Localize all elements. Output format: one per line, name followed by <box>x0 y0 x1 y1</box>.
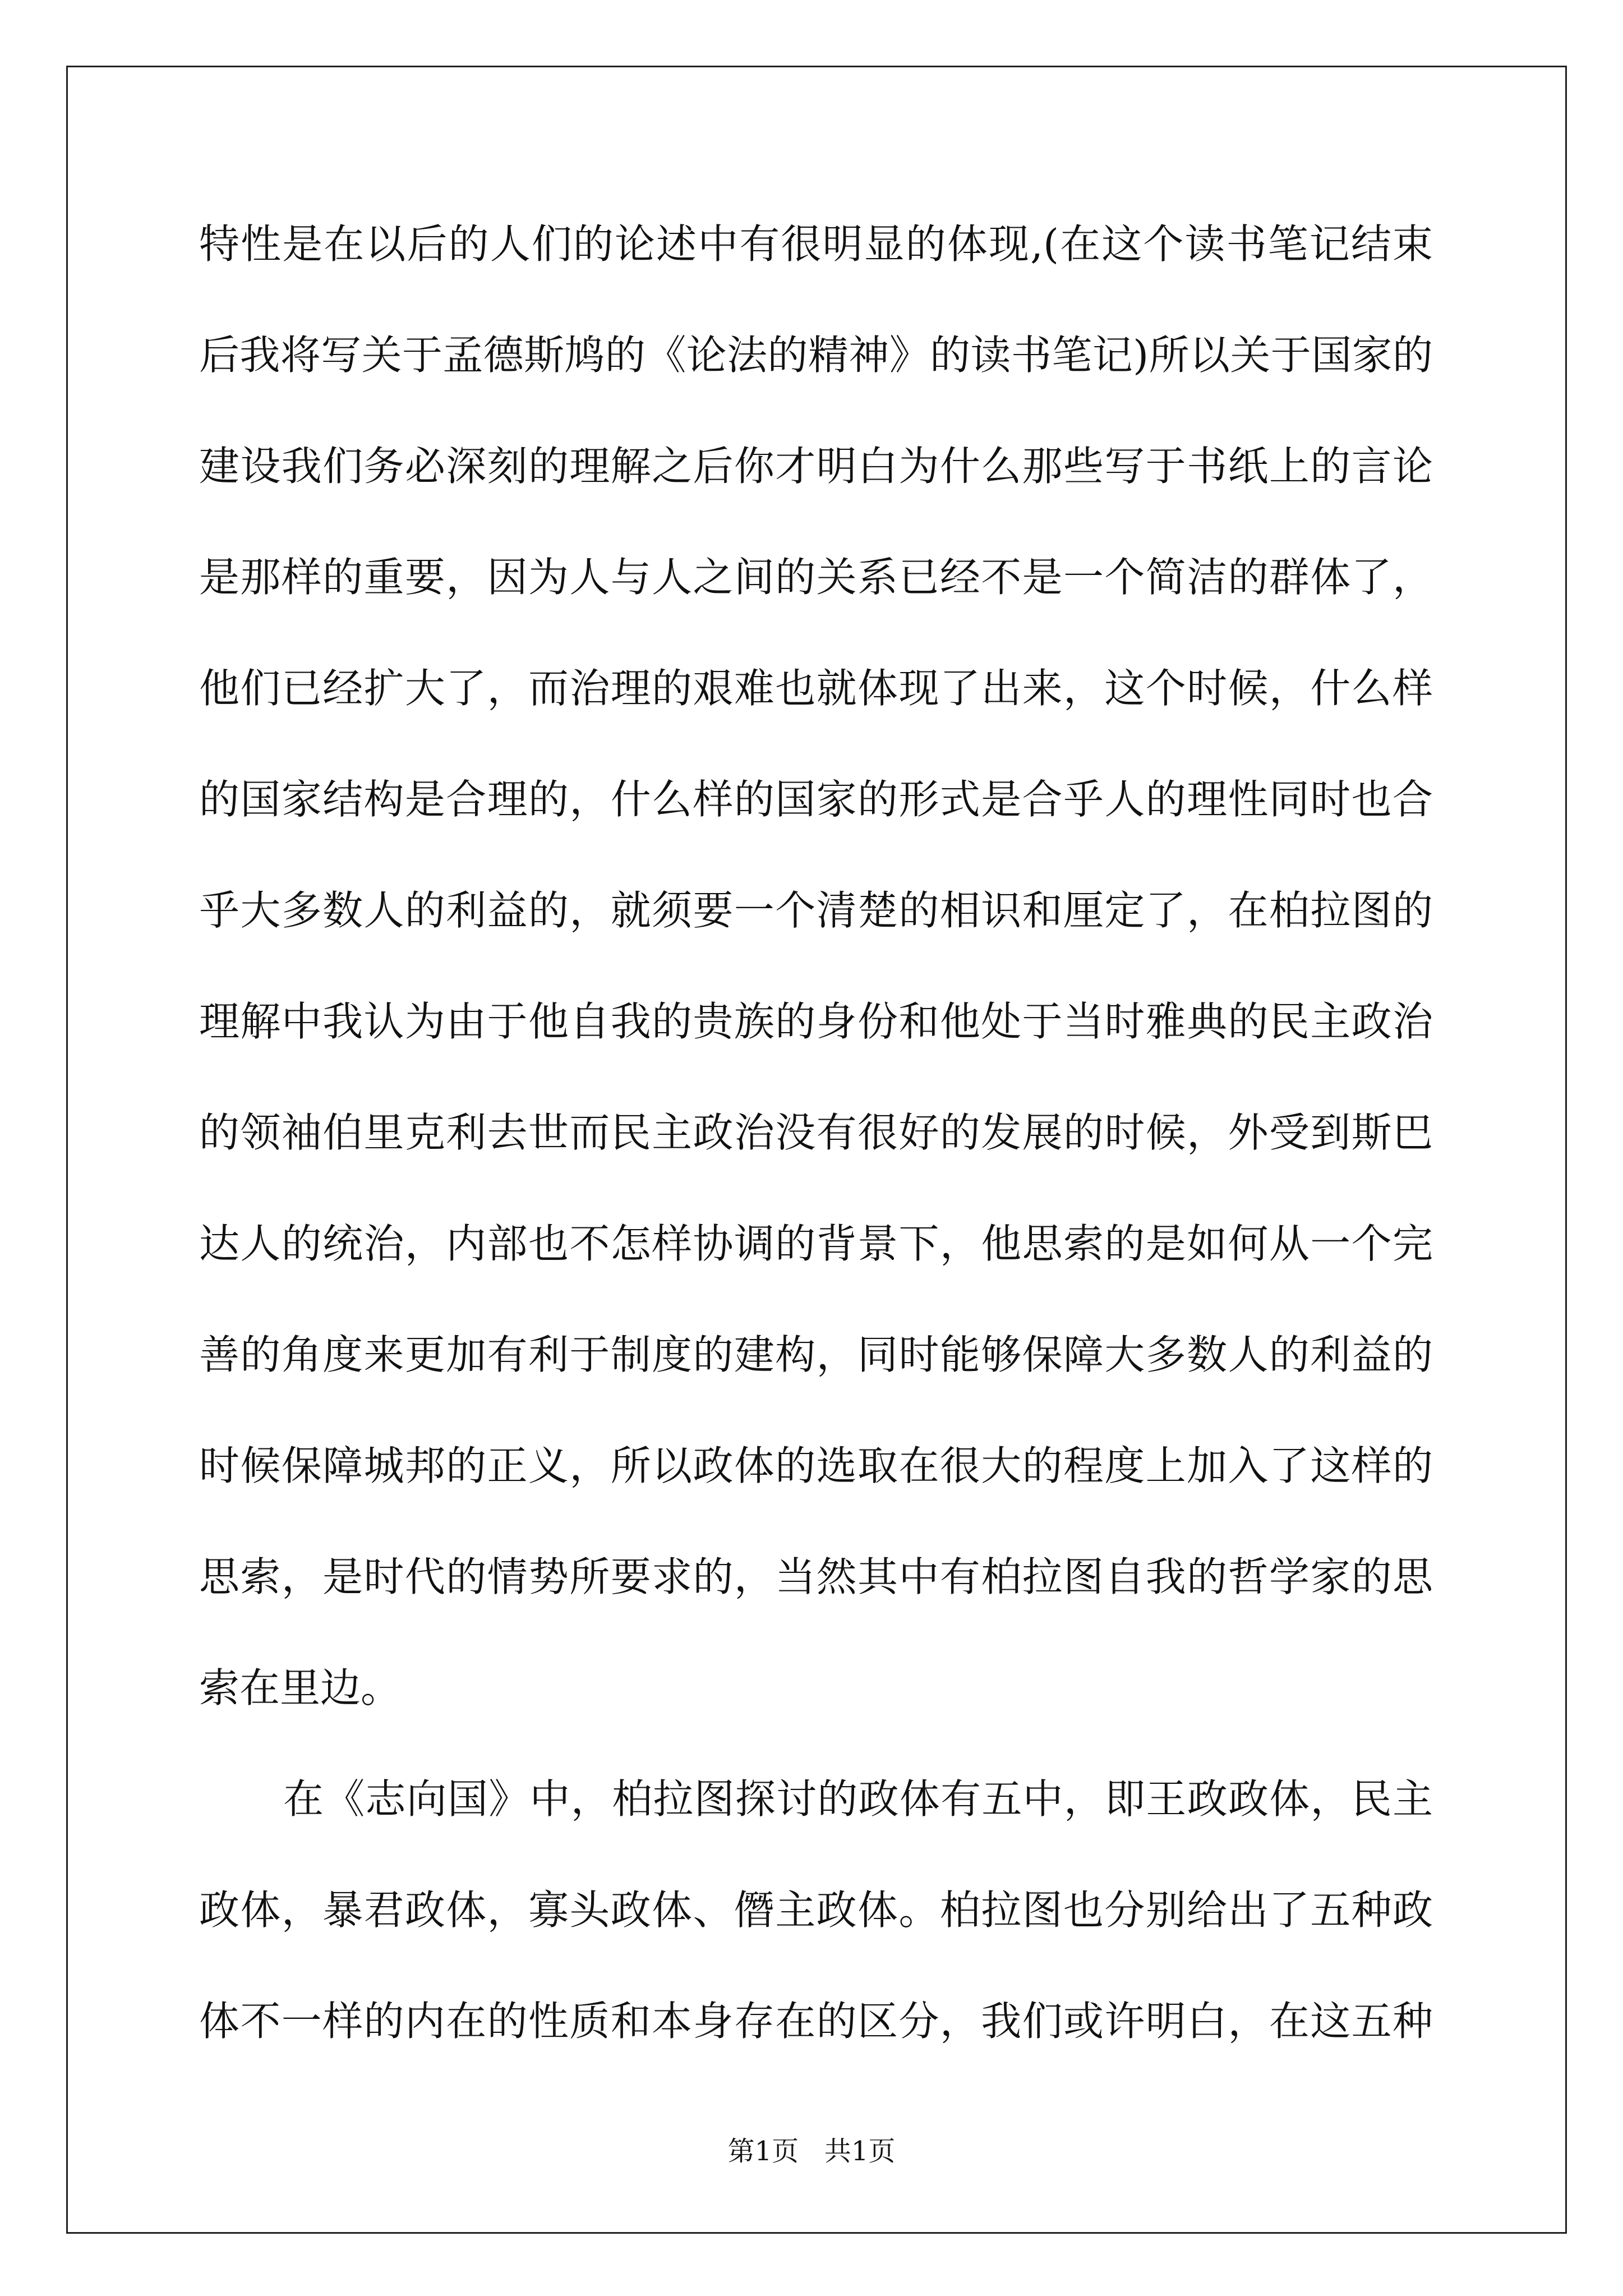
text-line: 政体，暴君政体，寡头政体、僭主政体。柏拉图也分别给出了五种政 <box>199 1887 1433 1934</box>
text-line: 乎大多数人的利益的，就须要一个清楚的相识和厘定了，在柏拉图的 <box>199 887 1433 934</box>
text-line: 思索，是时代的情势所要求的，当然其中有柏拉图自我的哲学家的思 <box>199 1553 1433 1600</box>
text-line: 时候保障城邦的正义，所以政体的选取在很大的程度上加入了这样的 <box>199 1442 1433 1489</box>
text-line: 索在里边。 <box>199 1664 402 1711</box>
text-line: 体不一样的内在的性质和本身存在的区分，我们或许明白，在这五种 <box>199 1998 1433 2045</box>
text-line: 他们已经扩大了，而治理的艰难也就体现了出来，这个时候，什么样 <box>199 665 1433 712</box>
text-line: 的国家结构是合理的，什么样的国家的形式是合乎人的理性同时也合 <box>199 776 1433 823</box>
text-line: 特性是在以后的人们的论述中有很明显的体现,(在这个读书笔记结束 <box>199 220 1433 268</box>
text-line: 达人的统治，内部也不怎样协调的背景下，他思索的是如何从一个完 <box>199 1220 1433 1267</box>
text-line: 在《志向国》中，柏拉图探讨的政体有五中，即王政政体，民主 <box>283 1775 1433 1823</box>
page-footer: 第1页 共1页 <box>727 2136 896 2167</box>
text-line: 理解中我认为由于他自我的贵族的身份和他处于当时雅典的民主政治 <box>199 998 1433 1045</box>
text-line: 善的角度来更加有利于制度的建构，同时能够保障大多数人的利益的 <box>199 1331 1433 1378</box>
text-line: 建设我们务必深刻的理解之后你才明白为什么那些写于书纸上的言论 <box>199 443 1433 490</box>
text-line: 是那样的重要，因为人与人之间的关系已经不是一个简洁的群体了， <box>199 554 1433 601</box>
document-body <box>199 199 1433 2087</box>
text-line: 的领袖伯里克利去世而民主政治没有很好的发展的时候，外受到斯巴 <box>199 1109 1433 1156</box>
text-line: 后我将写关于孟德斯鸠的《论法的精神》的读书笔记)所以关于国家的 <box>199 332 1433 379</box>
